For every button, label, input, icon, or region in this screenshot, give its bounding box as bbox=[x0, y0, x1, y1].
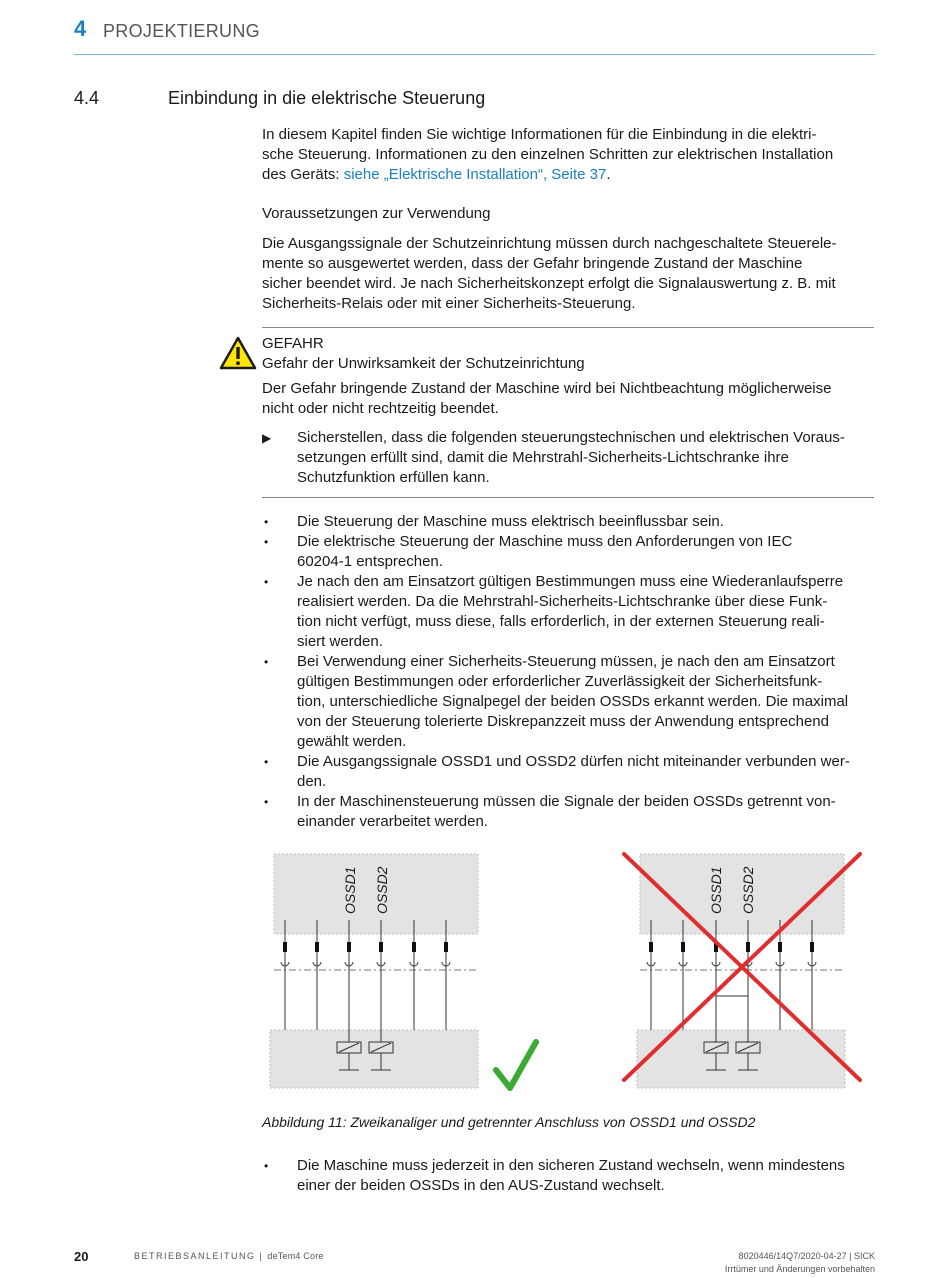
chapter-number: 4 bbox=[74, 16, 87, 41]
text-line: einander verarbeitet werden. bbox=[297, 813, 488, 830]
text-line: Die elektrische Steuerung der Maschine muss den Anforderungen von IEC bbox=[297, 533, 793, 550]
document-type: BETRIEBSANLEITUNG bbox=[134, 1251, 256, 1261]
footer-separator: | bbox=[255, 1251, 268, 1261]
text-line: gültigen Bestimmungen oder erforderlicher Zuverlässigkeit der Sicherheitsfunk- bbox=[297, 673, 823, 690]
text-fragment: des Geräts: bbox=[262, 166, 344, 183]
bullet-icon: • bbox=[264, 515, 269, 529]
list-item bbox=[297, 752, 877, 792]
text-line: sicher beendet wird. Je nach Sicherheitskonzept erfolgt die Signalauswertung z. B. mit bbox=[262, 275, 836, 292]
text-line: von der Steuerung tolerierte Diskrepanzzeit muss der Anwendung entsprechend bbox=[297, 713, 829, 730]
text-line: tion, unterschiedliche Signalpegel der beiden OSSDs erkannt werden. Die maximal bbox=[297, 693, 849, 710]
text-fragment: . bbox=[606, 166, 611, 183]
bullet-icon: • bbox=[264, 535, 269, 549]
figure-caption: Abbildung 11: Zweikanaliger und getrennter Anschluss von OSSD1 und OSSD2 bbox=[262, 1114, 756, 1130]
ossd2-label: OSSD2 bbox=[374, 866, 390, 914]
section-title: Einbindung in die elektrische Steuerung bbox=[168, 88, 486, 108]
wiring-figure bbox=[262, 846, 874, 1096]
text-line: 60204-1 entsprechen. bbox=[297, 553, 443, 570]
cross-reference-link[interactable]: siehe „Elektrische Installation“, Seite 37 bbox=[343, 166, 607, 183]
bullet-icon: • bbox=[264, 655, 269, 669]
text-line: nicht oder nicht rechtzeitig beendet. bbox=[262, 400, 499, 417]
subheading: Voraussetzungen zur Verwendung bbox=[262, 205, 491, 222]
text-line: In der Maschinensteuerung müssen die Signale der beiden OSSDs getrennt von- bbox=[297, 793, 836, 810]
warning-top-rule bbox=[262, 327, 874, 328]
text-line: Je nach den am Einsatzort gültigen Bestimmungen muss eine Wiederanlaufsperre bbox=[297, 573, 844, 590]
list-item bbox=[297, 792, 877, 832]
document-id: 8020446/14Q7/2020-04-27 | SICK bbox=[738, 1251, 875, 1261]
text-line: Die Steuerung der Maschine muss elektrisch beeinflussbar sein. bbox=[297, 513, 724, 530]
list-item bbox=[297, 1156, 877, 1196]
text-line: Bei Verwendung einer Sicherheits-Steuerung müssen, je nach den am Einsatzort bbox=[297, 653, 835, 670]
control-box bbox=[270, 1030, 478, 1088]
ossd1-label: OSSD1 bbox=[708, 866, 724, 914]
text-line: setzungen erfüllt sind, damit die Mehrstrahl-Sicherheits-Lichtschranke ihre bbox=[297, 449, 789, 466]
list-item bbox=[297, 572, 877, 652]
text-line: Der Gefahr bringende Zustand der Maschine wird bei Nichtbeachtung möglicherweise bbox=[262, 380, 832, 397]
warning-label: GEFAHR bbox=[262, 335, 324, 352]
text-line: Die Maschine muss jederzeit in den sicheren Zustand wechseln, wenn mindestens bbox=[297, 1157, 845, 1174]
requirements-paragraph bbox=[262, 234, 874, 314]
warning-action bbox=[297, 428, 877, 488]
product-name: deTem4 Core bbox=[267, 1251, 324, 1261]
ossd1-label: OSSD1 bbox=[342, 866, 358, 914]
list-item bbox=[297, 652, 877, 752]
warning-text bbox=[262, 379, 874, 419]
disclaimer: Irrtümer und Änderungen vorbehalten bbox=[724, 1264, 875, 1274]
text-line: Die Ausgangssignale OSSD1 und OSSD2 dürfen nicht miteinander verbunden wer- bbox=[297, 753, 850, 770]
text-line: Schutzfunktion erfüllen kann. bbox=[297, 469, 490, 486]
ossd2-label: OSSD2 bbox=[740, 866, 756, 914]
intro-paragraph bbox=[262, 125, 874, 185]
text-line: realisiert werden. Da die Mehrstrahl-Sicherheits-Lichtschranke über diese Funk- bbox=[297, 593, 828, 610]
text-line bbox=[262, 165, 874, 185]
footer-info bbox=[725, 1250, 875, 1276]
text-line: einer der beiden OSSDs in den AUS-Zustand wechselt. bbox=[297, 1177, 665, 1194]
bullet-icon: • bbox=[264, 575, 269, 589]
text-line: Sicherheits-Relais oder mit einer Sicherheits-Steuerung. bbox=[262, 295, 636, 312]
text-line: siert werden. bbox=[297, 633, 383, 650]
warning-triangle-icon bbox=[219, 336, 257, 370]
list-item bbox=[297, 532, 877, 572]
footer-document-title bbox=[134, 1251, 324, 1261]
list-item bbox=[297, 512, 877, 532]
text-line: gewählt werden. bbox=[297, 733, 407, 750]
bullet-icon: • bbox=[264, 755, 269, 769]
bullet-icon: • bbox=[264, 1159, 269, 1173]
check-mark-icon bbox=[496, 1042, 536, 1088]
warning-bottom-rule bbox=[262, 497, 874, 498]
text-line: sche Steuerung. Informationen zu den einzelnen Schritten zur elektrischen Installation bbox=[262, 146, 834, 163]
text-line: Die Ausgangssignale der Schutzeinrichtung müssen durch nachgeschaltete Steuerele- bbox=[262, 235, 837, 252]
action-arrow-icon: ▶ bbox=[262, 431, 272, 445]
text-line: mente so ausgewertet werden, dass der Gefahr bringende Zustand der Maschine bbox=[262, 255, 803, 272]
page-number: 20 bbox=[74, 1249, 89, 1264]
text-line: tion nicht verfügt, muss diese, falls erforderlich, in der externen Steuerung reali- bbox=[297, 613, 825, 630]
bullet-icon: • bbox=[264, 795, 269, 809]
text-line: den. bbox=[297, 773, 327, 790]
incorrect-wiring-diagram bbox=[624, 854, 860, 1088]
warning-subtitle: Gefahr der Unwirksamkeit der Schutzeinrichtung bbox=[262, 355, 585, 372]
page-header bbox=[74, 14, 875, 55]
correct-wiring-diagram bbox=[270, 854, 536, 1088]
text-line: In diesem Kapitel finden Sie wichtige Informationen für die Einbindung in die elektri- bbox=[262, 126, 817, 143]
text-line: Sicherstellen, dass die folgenden steuerungstechnischen und elektrischen Voraus- bbox=[297, 429, 845, 446]
chapter-title: PROJEKTIERUNG bbox=[103, 21, 260, 41]
section-number: 4.4 bbox=[74, 88, 100, 108]
